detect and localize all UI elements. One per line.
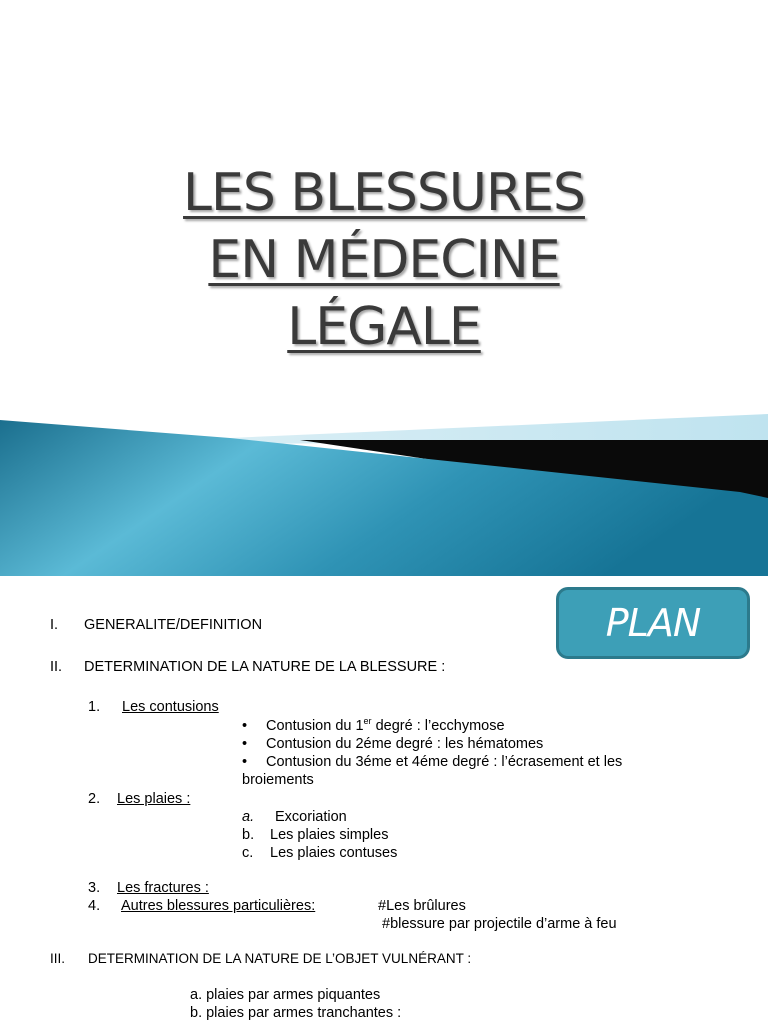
autres-item-brulures: #Les brûlures xyxy=(378,898,466,914)
contusion-2eme-degre: Contusion du 2éme degré : les hématomes xyxy=(266,736,544,752)
plaies-number: 2. xyxy=(88,791,101,807)
objet-item-tranchantes: b. plaies par armes tranchantes : xyxy=(190,1005,402,1021)
contusions-heading: Les contusions xyxy=(122,699,219,715)
section-2-number: II. xyxy=(50,659,63,675)
autres-item-projectile: #blessure par projectile d’arme à feu xyxy=(382,916,617,932)
section-3-number: III. xyxy=(50,951,66,966)
decorative-wave-banner xyxy=(0,400,768,576)
bullet-1: • xyxy=(242,718,248,734)
title-line-1: LES BLESSURES xyxy=(183,163,585,223)
plaies-marker-b: b. xyxy=(242,827,255,843)
bullet-3: • xyxy=(242,754,248,770)
section-3-label: DETERMINATION DE LA NATURE DE L’OBJET VULNÉRANT : xyxy=(88,951,472,966)
objet-item-piquantes: a. plaies par armes piquantes xyxy=(190,987,381,1003)
fractures-heading: Les fractures : xyxy=(117,880,209,896)
plaies-item-simples: Les plaies simples xyxy=(270,827,389,843)
plan-badge xyxy=(556,587,750,659)
contusion-1er-degre: Contusion du 1er degré : l’ecchymose xyxy=(266,716,505,734)
plaies-heading: Les plaies : xyxy=(117,791,191,807)
plan-label: PLAN xyxy=(605,601,701,645)
section-2-label: DETERMINATION DE LA NATURE DE LA BLESSURE : xyxy=(84,659,446,675)
autres-number: 4. xyxy=(88,898,101,914)
contusion-3eme-4eme-degre: Contusion du 3éme et 4éme degré : l’écrasement et les broiements xyxy=(242,754,623,788)
title-line-2: EN MÉDECINE xyxy=(208,230,560,290)
plaies-marker-c: c. xyxy=(242,845,254,861)
plan-slide xyxy=(0,576,768,1024)
slide-title xyxy=(0,160,768,361)
bullet-2: • xyxy=(242,736,248,752)
fractures-number: 3. xyxy=(88,880,101,896)
plaies-item-contuses: Les plaies contuses xyxy=(270,845,398,861)
section-1-number: I. xyxy=(50,617,59,633)
plaies-marker-a: a. xyxy=(242,809,255,825)
autres-heading: Autres blessures particulières: xyxy=(121,898,316,914)
section-1-label: GENERALITE/DEFINITION xyxy=(84,617,263,633)
title-line-3: LÉGALE xyxy=(287,297,481,357)
contusions-number: 1. xyxy=(88,699,101,715)
plaies-item-excoriation: Excoriation xyxy=(275,809,347,825)
